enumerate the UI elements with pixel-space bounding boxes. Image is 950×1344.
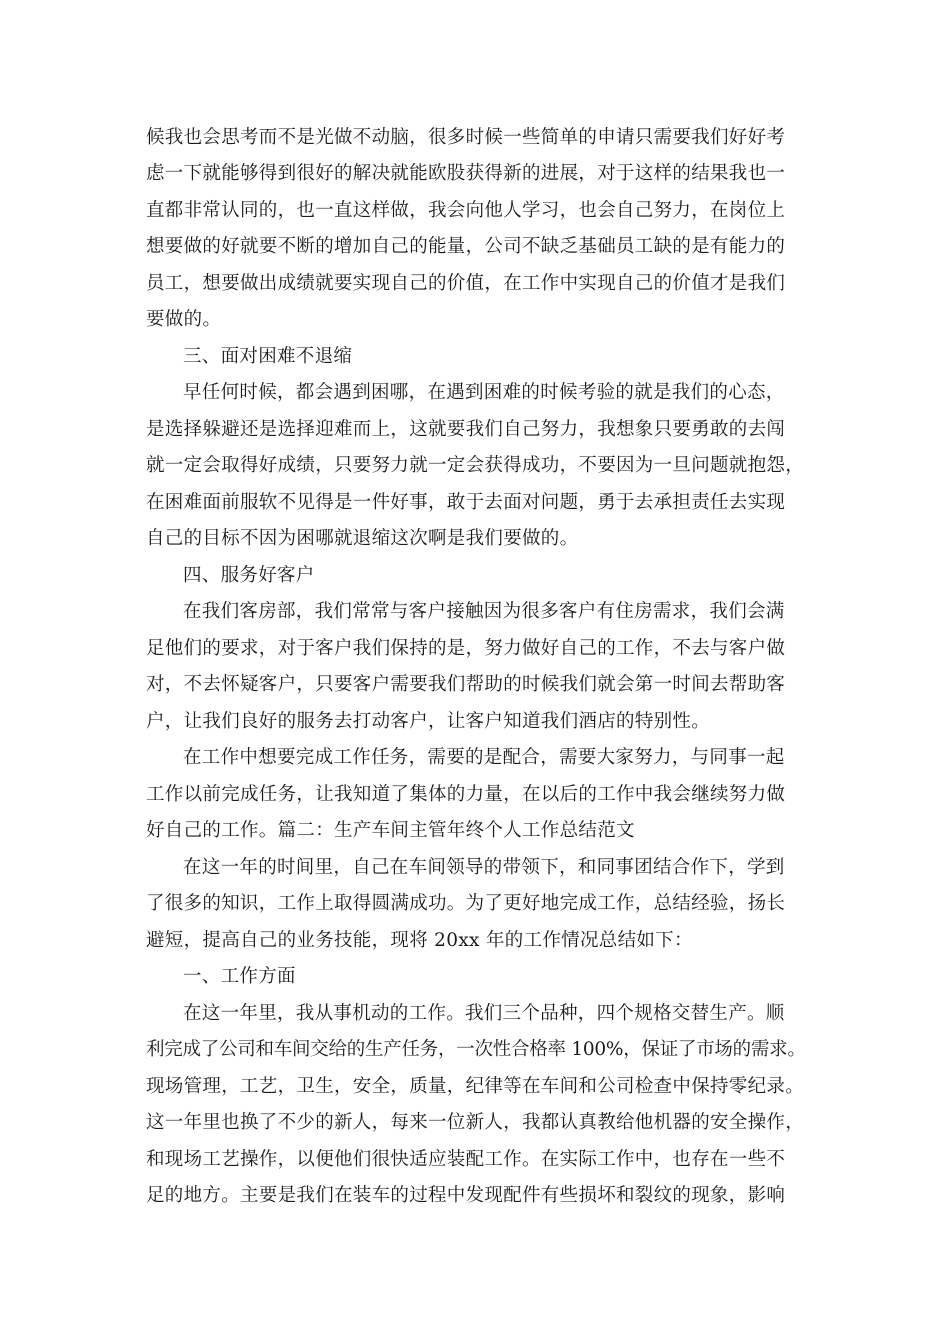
text-line: 在工作中想要完成工作任务，需要的是配合，需要大家努力，与同事一起 <box>183 747 785 768</box>
section-heading: 四、服务好客户 <box>183 565 315 586</box>
text-line: 早任何时候，都会遇到困哪，在遇到困难的时候考验的就是我们的心态， <box>183 382 785 403</box>
text-line: 自己的目标不因为困哪就退缩这次啊是我们要做的。 <box>146 528 579 549</box>
section-heading: 三、面对困难不退缩 <box>183 346 353 367</box>
text-line: 在这一年的时间里，自己在车间领导的带领下，和同事团结合作下，学到 <box>183 857 785 878</box>
text-line: 就一定会取得好成绩，只要努力就一定会获得成功，不要因为一旦问题就抱怨， <box>146 455 805 476</box>
text-line: 了很多的知识，工作上取得圆满成功。为了更好地完成工作，总结经验，扬长 <box>146 893 786 914</box>
text-line: 和现场工艺操作，以便他们很快适应装配工作。在实际工作中，也存在一些不 <box>146 1149 786 1170</box>
section-heading: 一、工作方面 <box>183 966 296 987</box>
text-line: 员工，想要做出成绩就要实现自己的价值，在工作中实现自己的价值才是我们 <box>146 273 786 294</box>
text-line: 在这一年里，我从事机动的工作。我们三个品种，四个规格交替生产。顺 <box>183 1003 785 1024</box>
text-line: 户，让我们良好的服务去打动客户，让客户知道我们酒店的特别性。 <box>146 711 711 732</box>
text-line: 工作以前完成任务，让我知道了集体的力量，在以后的工作中我会继续努力做 <box>146 784 786 805</box>
text-line: 想要做的好就要不断的增加自己的能量，公司不缺乏基础员工缺的是有能力的 <box>146 236 786 257</box>
text-line: 足的地方。主要是我们在装车的过程中发现配件有些损坏和裂纹的现象，影响 <box>146 1185 786 1206</box>
text-line: 利完成了公司和车间交给的生产任务，一次性合格率 100%，保证了市场的需求。 <box>146 1039 806 1060</box>
text-line: 是选择躲避还是选择迎难而上，这就要我们自己努力，我想象只要勇敢的去闯 <box>146 419 786 440</box>
text-line: 直都非常认同的，也一直这样做，我会向他人学习，也会自己努力，在岗位上 <box>146 200 786 221</box>
text-line: 足他们的要求，对于客户我们保持的是，努力做好自己的工作，不去与客户做 <box>146 638 786 659</box>
text-line: 候我也会思考而不是光做不动脑，很多时候一些简单的申请只需要我们好好考 <box>146 127 786 148</box>
text-line: 在困难面前服软不见得是一件好事，敢于去面对问题，勇于去承担责任去实现 <box>146 492 786 513</box>
text-line: 要做的。 <box>146 309 222 330</box>
text-line: 好自己的工作。篇二：生产车间主管年终个人工作总结范文 <box>146 820 635 841</box>
text-line: 现场管理，工艺，卫生，安全，质量，纪律等在车间和公司检查中保持零纪录。 <box>146 1076 805 1097</box>
text-line: 这一年里也换了不少的新人，每来一位新人，我都认真教给他机器的安全操作， <box>146 1112 805 1133</box>
text-line: 对，不去怀疑客户，只要客户需要我们帮助的时候我们就会第一时间去帮助客 <box>146 674 786 695</box>
text-line: 虑一下就能够得到很好的解决就能欧股获得新的进展，对于这样的结果我也一 <box>146 163 786 184</box>
text-line: 避短，提高自己的业务技能，现将 20xx 年的工作情况总结如下： <box>146 930 693 951</box>
text-line: 在我们客房部，我们常常与客户接触因为很多客户有住房需求，我们会满 <box>183 601 785 622</box>
